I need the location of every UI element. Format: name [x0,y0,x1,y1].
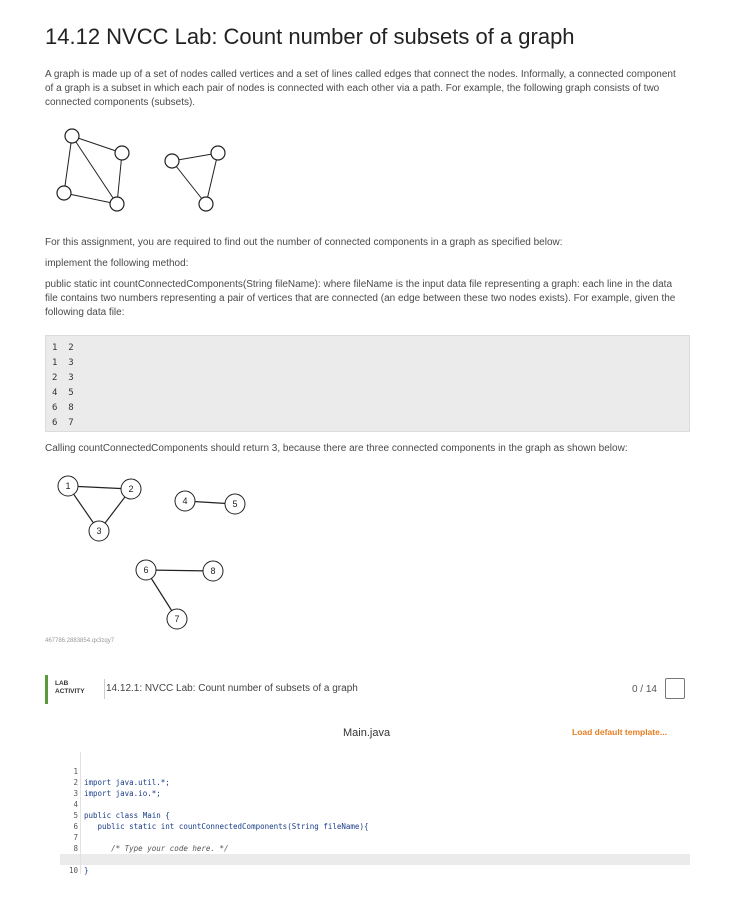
data-file-line: 6 8 [52,403,74,413]
code-text[interactable]: import java.io.*; [84,789,161,798]
file-name-tab[interactable]: Main.java [343,727,391,739]
code-text[interactable]: } [84,866,89,875]
node-label: 3 [96,526,102,536]
graph-edge [72,136,122,153]
data-file-line: 4 5 [52,388,74,398]
example-graph-figure [50,120,240,220]
code-text[interactable]: import java.util.*; [84,778,170,787]
line-number: 8 [73,844,78,853]
graph-edge [64,136,72,193]
line-number: 5 [73,811,78,820]
data-file-line: 1 2 [52,343,74,353]
method-description: public static int countConnectedComponents(String fileName): where fileName is the input data file representing a graph: each line in the data file contains two numbers representing a pair of vertices that are connected (an edge between these two nodes exists). For example, given the following data file: [45,279,676,318]
code-line[interactable] [60,821,690,853]
graph-edge [64,193,117,204]
graph-node [110,197,124,211]
graph-edge [206,153,218,204]
node-label: 2 [128,484,134,494]
graph-node [165,154,179,168]
node-label: 4 [182,496,188,506]
graph-edge [117,153,122,204]
line-number: 6 [73,822,78,831]
code-line[interactable] [60,755,690,787]
node-label: 8 [210,566,216,576]
data-file-line: 1 3 [52,358,74,368]
implement-text: implement the following method: [45,258,189,269]
lab-score: 0 / 14 [631,684,657,695]
load-default-template-link[interactable]: Load default template... [572,727,667,737]
graph-node [115,146,129,160]
code-editor[interactable] [60,752,690,874]
labeled-graph-figure [55,473,255,635]
completion-checkbox-icon [665,678,685,699]
node-label: 1 [65,481,71,491]
lab-label-line1: LAB [55,680,69,687]
code-text[interactable]: /* Type your code here. */ [84,844,229,853]
line-number: 4 [73,800,78,809]
code-line-active[interactable] [60,854,690,875]
data-file-line: 6 7 [52,418,74,428]
code-text[interactable]: public static int countConnectedComponents(String fileName){ [84,822,369,831]
line-number: 7 [73,833,78,842]
line-number: 1 [73,767,78,776]
assignment-text: For this assignment, you are required to find out the number of connected components in a graph as specified below: [45,237,563,248]
editor-gutter [60,752,81,874]
lab-title: 14.12.1: NVCC Lab: Count number of subsets of a graph [106,683,358,694]
data-file-example [45,335,690,432]
graph-edge [172,161,206,204]
page-title: 14.12 NVCC Lab: Count number of subsets of a graph [45,24,575,49]
line-number: 2 [73,778,78,787]
divider [104,679,105,699]
graph-node [57,186,71,200]
graph-node [211,146,225,160]
graph-edge [72,136,117,204]
node-label: 5 [232,499,238,509]
lab-activity-bar [45,675,690,704]
node-label: 7 [174,614,180,624]
code-text[interactable]: public class Main { [84,811,170,820]
data-file-line: 2 3 [52,373,74,383]
figure-caption: 467786.2883854.qx3zqy7 [45,638,115,644]
graph-node [199,197,213,211]
graph-node [65,129,79,143]
intro-paragraph: A graph is made up of a set of nodes called vertices and a set of lines called edges that connect the nodes. Informally, a connected component of a graph is a subset in which each pair of nodes is connected with each other via a path. For example, the following graph consists of two connected components (subsets). [45,69,676,108]
code-line[interactable] [60,788,690,820]
lab-activity-label [55,680,85,696]
node-label: 6 [143,565,149,575]
calling-text: Calling countConnectedComponents should return 3, because there are three connected components in the graph as shown below: [45,443,628,454]
line-number: 10 [68,866,78,875]
line-number: 3 [73,789,78,798]
lab-label-line2: ACTIVITY [55,688,85,695]
